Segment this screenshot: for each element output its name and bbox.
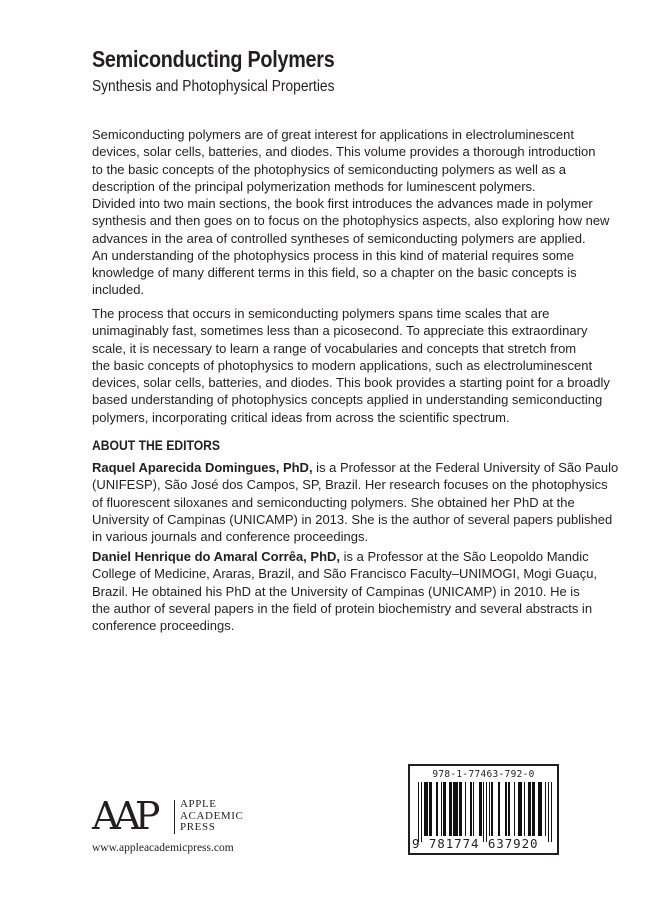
- barcode-bar: [551, 782, 552, 842]
- text-line: devices, solar cells, batteries, and diodes. This volume provides a thorough introduction: [92, 144, 596, 160]
- book-subtitle: Synthesis and Photophysical Properties: [92, 78, 335, 95]
- ean-digits: [412, 836, 555, 851]
- barcode-bar: [486, 782, 487, 842]
- text-line: the basic concepts of photophysics to modern applications, such as electroluminescent: [92, 357, 593, 373]
- barcode-bar: [498, 782, 499, 836]
- text-line: conference proceedings.: [92, 618, 235, 634]
- barcode-bar: [441, 782, 442, 836]
- text-line: (UNIFESP), São José dos Campos, SP, Brazil. Her research focuses on the photophysics: [92, 477, 608, 493]
- text-line: synthesis and then goes on to focus on the photophysics aspects, also exploring how new: [92, 213, 610, 229]
- editor-bio-text: is a Professor at the São Leopoldo Mandic: [340, 549, 589, 564]
- text-line: included.: [92, 282, 145, 298]
- logo-divider: [174, 800, 175, 834]
- ean-first-digit: 9: [412, 836, 421, 851]
- barcode-bar: [418, 782, 419, 842]
- barcode-bar: [483, 782, 484, 842]
- barcode-bar: [450, 782, 451, 836]
- text-line: [92, 548, 627, 565]
- text-line: the author of several papers in the field of protein biochemistry and several abstracts in: [92, 600, 593, 616]
- editor-name: Daniel Henrique do Amaral Corrêa, PhD,: [92, 549, 341, 564]
- editor-bio-1: [92, 459, 627, 545]
- publisher-name-line: ACADEMIC: [180, 809, 244, 822]
- text-line: based understanding of photophysics concepts applied in understanding semiconducting: [92, 392, 603, 408]
- text-line: polymers, incorporating critical ideas from across the scientific spectrum.: [92, 409, 510, 425]
- barcode-bar: [521, 782, 522, 836]
- barcode-bar: [460, 782, 461, 836]
- publisher-name: [180, 799, 243, 834]
- text-line: An understanding of the photophysics process in this kind of material requires some: [92, 247, 574, 263]
- text-line: unimaginably fast, sometimes less than a picosecond. To appreciate this extraordinary: [92, 323, 588, 339]
- description-paragraph-3: [92, 305, 627, 426]
- ean-left-group: 781774: [428, 836, 480, 851]
- text-line: The process that occurs in semiconducting polymers spans time scales that are: [92, 306, 550, 321]
- text-line: advances in the area of controlled syntheses of semiconducting polymers are applied.: [92, 230, 586, 246]
- barcode-bar: [470, 782, 471, 836]
- publisher-url: www.appleacademicpress.com: [92, 842, 234, 854]
- barcode-bar: [541, 782, 542, 836]
- ean-right-group: 637920: [487, 836, 539, 851]
- description-paragraph-2: [92, 195, 627, 299]
- text-line: to the basic concepts of the photophysics of semiconducting polymers as well as a: [92, 161, 567, 177]
- barcode-bar: [508, 782, 509, 836]
- text-line: Brazil. He obtained his PhD at the University of Campinas (UNICAMP) in 2010. He is: [92, 583, 580, 599]
- text-line: Divided into two main sections, the book first introduces the advances made in polymer: [92, 196, 593, 211]
- barcode-bar: [480, 782, 481, 836]
- barcode-bar: [505, 782, 506, 836]
- barcode-bar: [445, 782, 446, 836]
- isbn-barcode: [408, 764, 559, 855]
- text-line: devices, solar cells, batteries, and diodes. This book provides a starting point for a broadly: [92, 375, 610, 391]
- text-line: [92, 459, 627, 476]
- barcode-bar: [426, 782, 427, 836]
- editor-bio-text: is a Professor at the Federal University of São Paulo: [312, 460, 619, 475]
- barcode-bar: [489, 782, 490, 836]
- text-line: in various journals and conference proceedings.: [92, 529, 369, 545]
- editor-bio-2: [92, 548, 627, 634]
- text-line: description of the principal polymerization methods for luminescent polymers.: [92, 178, 536, 194]
- barcode-bar: [529, 782, 530, 836]
- barcode-bar: [548, 782, 549, 842]
- barcode-bar: [421, 782, 422, 842]
- text-line: Semiconducting polymers are of great interest for applications in electroluminescent: [92, 127, 574, 142]
- text-line: University of Campinas (UNICAMP) in 2013. She is the author of several papers published: [92, 511, 613, 527]
- barcode-bar: [473, 782, 474, 836]
- barcode-bar: [534, 782, 535, 836]
- barcode-bars: [418, 782, 552, 836]
- about-editors-heading: ABOUT THE EDITORS: [92, 438, 221, 453]
- publisher-logo: [92, 794, 262, 838]
- description-paragraph-1: [92, 126, 627, 195]
- barcode-bar: [545, 782, 546, 836]
- barcode-bar: [456, 782, 457, 836]
- text-line: of fluorescent siloxanes and semiconducting polymers. She obtained her PhD at the: [92, 494, 575, 510]
- barcode-bar: [436, 782, 437, 836]
- book-title: Semiconducting Polymers: [92, 46, 335, 72]
- isbn-number: 978-1-77463-792-0: [432, 769, 535, 780]
- barcode-bar: [431, 782, 432, 836]
- barcode-bar: [491, 782, 492, 836]
- text-line: scale, it is necessary to learn a range of vocabularies and concepts that stretch from: [92, 340, 577, 356]
- text-line: knowledge of many different terms in this field, so a chapter on the basic concepts is: [92, 265, 577, 281]
- barcode-bar: [465, 782, 466, 836]
- text-line: College of Medicine, Araras, Brazil, and São Francisco Faculty–UNIMOGI, Mogi Guaçu,: [92, 566, 598, 582]
- aap-logo-mark: AAP: [92, 794, 155, 838]
- publisher-name-line: APPLE: [180, 798, 217, 810]
- barcode-bar: [524, 782, 525, 836]
- barcode-bar: [514, 782, 515, 836]
- publisher-name-line: PRESS: [180, 821, 216, 833]
- editor-name: Raquel Aparecida Domingues, PhD,: [92, 460, 313, 475]
